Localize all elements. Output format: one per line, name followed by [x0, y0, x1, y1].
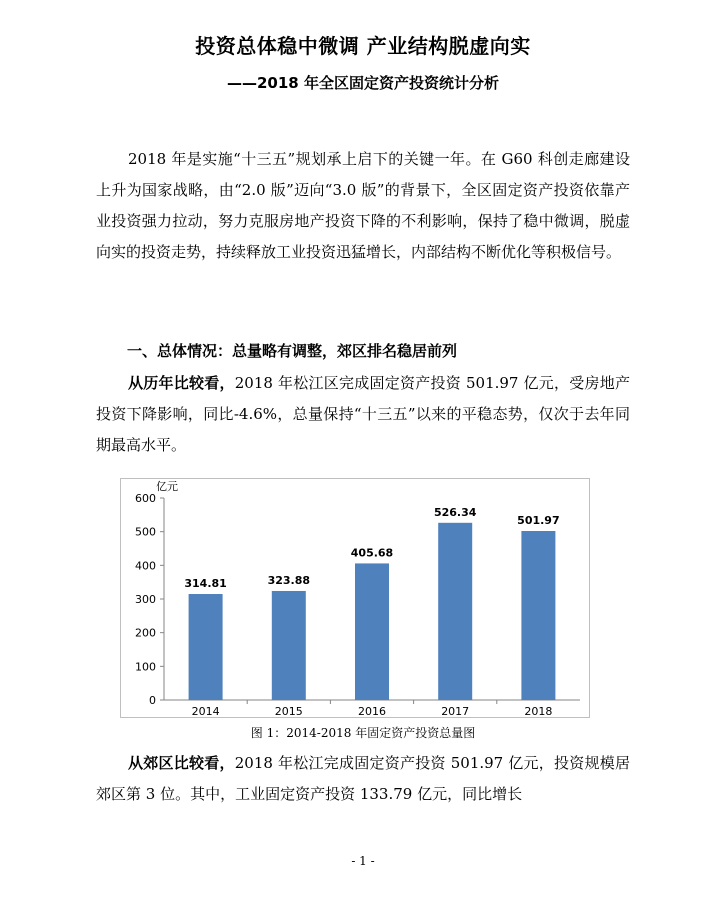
- figure-caption: 图 1：2014-2018 年固定资产投资总量图: [250, 726, 476, 740]
- bar-value-label: 405.68: [350, 546, 394, 560]
- bar-2017: [438, 523, 472, 700]
- x-tick-label: 2015: [274, 705, 303, 718]
- y-tick-label: 0: [149, 694, 156, 707]
- bar-2018: [521, 531, 555, 700]
- historical-comparison-paragraph: [96, 368, 630, 461]
- historical-comparison-body: 2018 年松江区完成固定资产投资 501.97 亿元，受房地产投资下降影响，同比-4.6%，总量保持“十三五”以来的平稳态势，仅次于去年同期最高水平。: [96, 374, 630, 454]
- bar-value-label: 314.81: [184, 577, 227, 591]
- y-tick-label: 200: [135, 626, 156, 640]
- document-subtitle: ——2018 年全区固定资产投资统计分析: [227, 74, 499, 92]
- y-tick-label: 100: [135, 660, 156, 674]
- historical-comparison-lead: 从历年比较看，: [128, 374, 235, 392]
- investment-bar-chart: [120, 478, 590, 718]
- section-1-heading: 一、总体情况：总量略有调整，郊区排名稳居前列: [127, 342, 458, 360]
- page-number: - 1 -: [351, 854, 375, 868]
- bar-2014: [189, 594, 223, 700]
- suburban-comparison-body: 2018 年松江完成固定资产投资 501.97 亿元，投资规模居郊区第 3 位。其中，工业固定资产投资 133.79 亿元，同比增长: [96, 754, 630, 803]
- intro-paragraph: 2018 年是实施“十三五”规划承上启下的关键一年。在 G60 科创走廊建设上升为国家战略，由“2.0 版”迈向“3.0 版”的背景下，全区固定资产投资依靠产业投资强力拉动，努力克服房地产投资下降的不利影响，保持了稳中微调，脱虚向实的投资走势，持续释放工业投资迅猛增长，内部结构不断优化等积极信号。: [96, 150, 630, 261]
- x-tick-label: 2017: [441, 705, 470, 718]
- x-tick-label: 2016: [358, 705, 386, 718]
- bar-value-label: 526.34: [433, 505, 477, 519]
- suburban-comparison-paragraph: [96, 748, 630, 810]
- y-tick-label: 400: [135, 559, 156, 573]
- y-axis-unit-label: 亿元: [156, 480, 178, 493]
- y-tick-label: 500: [135, 525, 156, 539]
- x-tick-label: 2018: [524, 705, 553, 718]
- y-tick-label: 300: [135, 593, 156, 606]
- bar-value-label: 323.88: [267, 573, 311, 587]
- bar-2015: [272, 591, 306, 700]
- document-title: 投资总体稳中微调 产业结构脱虚向实: [195, 34, 531, 58]
- bar-value-label: 501.97: [517, 514, 560, 528]
- bar-2016: [355, 563, 389, 700]
- x-tick-label: 2014: [191, 705, 220, 718]
- chart-svg: [120, 478, 590, 718]
- y-tick-label: 600: [135, 492, 156, 505]
- suburban-comparison-lead: 从郊区比较看，: [128, 754, 235, 772]
